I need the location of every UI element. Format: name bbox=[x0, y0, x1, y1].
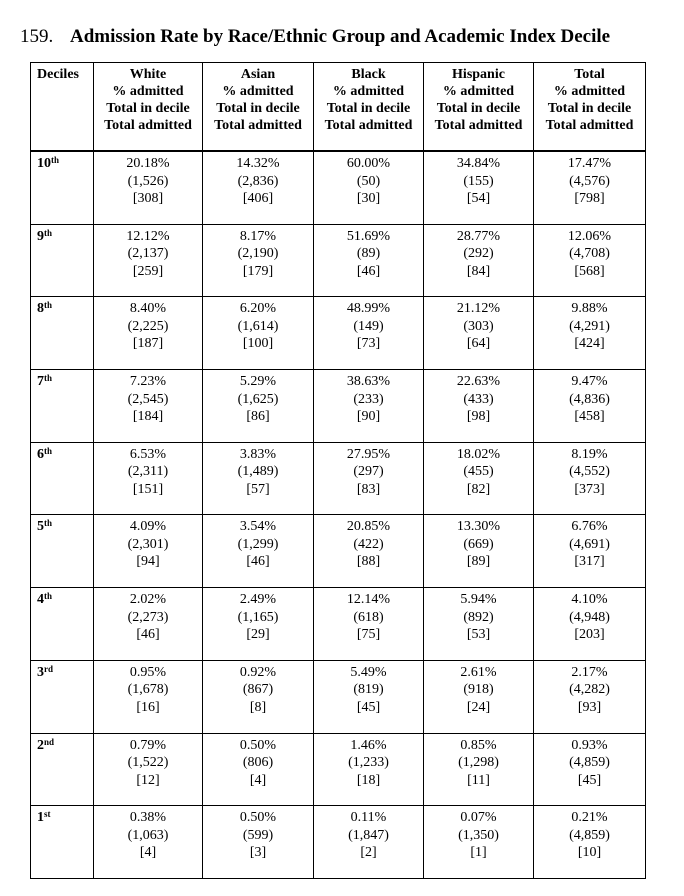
total-admitted: [24] bbox=[466, 699, 491, 715]
total-in-decile: (1,678) bbox=[127, 682, 169, 698]
percent-admitted: 3.83% bbox=[239, 446, 277, 462]
cell-hispanic bbox=[424, 224, 534, 297]
percent-admitted: 60.00% bbox=[346, 156, 391, 171]
total-admitted: [45] bbox=[577, 772, 602, 788]
percent-admitted: 2.61% bbox=[460, 664, 497, 680]
cell-white bbox=[94, 442, 203, 515]
total-in-decile: (669) bbox=[463, 536, 494, 552]
percent-admitted: 0.95% bbox=[129, 664, 167, 680]
column-header-white bbox=[94, 63, 203, 152]
total-admitted: [424] bbox=[574, 336, 605, 352]
cell-total bbox=[534, 297, 646, 370]
column-header-line: Total admitted bbox=[324, 118, 413, 133]
total-admitted: [179] bbox=[242, 263, 274, 279]
table-row bbox=[31, 297, 646, 370]
total-in-decile: (1,165) bbox=[237, 609, 279, 625]
column-header-line: % admitted bbox=[553, 84, 626, 99]
decile-number: 2 bbox=[37, 737, 44, 753]
percent-admitted: 6.20% bbox=[239, 301, 277, 317]
total-in-decile: (89) bbox=[356, 246, 381, 262]
column-header-line: Total in decile bbox=[326, 101, 411, 116]
total-admitted: [259] bbox=[132, 263, 164, 279]
column-header-line: Total in decile bbox=[216, 101, 300, 116]
total-in-decile: (4,552) bbox=[569, 464, 610, 480]
total-admitted: [8] bbox=[249, 699, 267, 715]
percent-admitted: 0.38% bbox=[129, 810, 167, 826]
total-in-decile: (1,233) bbox=[348, 755, 389, 770]
cell-asian bbox=[203, 588, 314, 661]
cell-white bbox=[94, 733, 203, 806]
total-in-decile: (2,301) bbox=[127, 536, 169, 552]
percent-admitted: 2.17% bbox=[571, 664, 608, 680]
total-admitted: [1] bbox=[470, 845, 487, 861]
percent-admitted: 48.99% bbox=[346, 301, 391, 317]
percent-admitted: 5.94% bbox=[460, 592, 497, 608]
total-admitted: [798] bbox=[574, 191, 605, 206]
admission-rate-table bbox=[30, 62, 646, 879]
decile-number: 9 bbox=[37, 228, 44, 244]
decile-suffix: th bbox=[44, 227, 53, 238]
column-header-line: Total admitted bbox=[214, 118, 302, 133]
table-row bbox=[31, 370, 646, 443]
total-in-decile: (1,614) bbox=[237, 318, 279, 334]
decile-cell bbox=[31, 442, 94, 515]
total-admitted: [4] bbox=[139, 845, 157, 861]
total-admitted: [12] bbox=[136, 772, 160, 788]
cell-hispanic bbox=[424, 733, 534, 806]
total-admitted: [3] bbox=[249, 845, 267, 861]
total-admitted: [53] bbox=[466, 627, 491, 643]
cell-asian bbox=[203, 442, 314, 515]
percent-admitted: 20.18% bbox=[126, 156, 170, 171]
total-in-decile: (1,625) bbox=[237, 391, 279, 407]
cell-black bbox=[314, 297, 424, 370]
cell-white bbox=[94, 806, 203, 879]
percent-admitted: 0.93% bbox=[571, 737, 608, 753]
cell-black bbox=[314, 733, 424, 806]
total-admitted: [29] bbox=[246, 627, 270, 643]
percent-admitted: 12.06% bbox=[567, 228, 612, 244]
cell-asian bbox=[203, 297, 314, 370]
decile-cell bbox=[31, 370, 94, 443]
column-header-line: Total admitted bbox=[545, 118, 634, 133]
decile-suffix: st bbox=[44, 809, 51, 820]
column-header-line: Total in decile bbox=[106, 101, 190, 116]
decile-cell bbox=[31, 588, 94, 661]
decile-suffix: th bbox=[44, 591, 53, 602]
cell-asian bbox=[203, 733, 314, 806]
decile-suffix: th bbox=[44, 373, 53, 384]
table-row bbox=[31, 733, 646, 806]
percent-admitted: 13.30% bbox=[456, 519, 501, 535]
decile-suffix: th bbox=[44, 445, 53, 456]
total-in-decile: (1,489) bbox=[237, 464, 279, 480]
decile-cell bbox=[31, 733, 94, 806]
cell-asian bbox=[203, 224, 314, 297]
total-in-decile: (4,282) bbox=[569, 682, 610, 698]
cell-black bbox=[314, 442, 424, 515]
total-admitted: [94] bbox=[136, 554, 160, 570]
decile-number: 6 bbox=[37, 446, 44, 462]
decile-suffix: rd bbox=[44, 663, 53, 674]
total-in-decile: (455) bbox=[463, 464, 494, 480]
item-number: 159. bbox=[20, 26, 54, 47]
percent-admitted: 0.79% bbox=[129, 737, 167, 753]
percent-admitted: 8.40% bbox=[129, 301, 167, 317]
percent-admitted: 9.47% bbox=[571, 374, 608, 390]
cell-black bbox=[314, 515, 424, 588]
decile-number: 7 bbox=[37, 374, 44, 390]
column-header-line: % admitted bbox=[442, 84, 515, 99]
cell-black bbox=[314, 588, 424, 661]
total-in-decile: (4,708) bbox=[569, 246, 610, 262]
table-row bbox=[31, 660, 646, 733]
percent-admitted: 17.47% bbox=[567, 156, 612, 171]
total-in-decile: (1,522) bbox=[127, 755, 169, 770]
percent-admitted: 6.76% bbox=[571, 519, 608, 535]
cell-white bbox=[94, 588, 203, 661]
total-admitted: [317] bbox=[574, 554, 605, 570]
cell-white bbox=[94, 660, 203, 733]
decile-number: 3 bbox=[37, 664, 44, 680]
total-admitted: [373] bbox=[574, 481, 605, 497]
table-body bbox=[31, 151, 646, 878]
total-in-decile: (2,273) bbox=[127, 609, 169, 625]
total-in-decile: (4,859) bbox=[569, 827, 610, 843]
total-in-decile: (618) bbox=[353, 609, 384, 625]
percent-admitted: 12.14% bbox=[346, 592, 391, 608]
percent-admitted: 34.84% bbox=[456, 156, 501, 171]
total-admitted: [64] bbox=[466, 336, 491, 352]
table-row bbox=[31, 151, 646, 224]
percent-admitted: 0.50% bbox=[239, 810, 277, 826]
cell-asian bbox=[203, 370, 314, 443]
total-in-decile: (4,859) bbox=[569, 755, 610, 770]
cell-total bbox=[534, 660, 646, 733]
total-admitted: [82] bbox=[466, 481, 491, 497]
column-header-line: Total bbox=[574, 67, 605, 82]
table-row bbox=[31, 442, 646, 515]
column-header-line: Total admitted bbox=[104, 118, 192, 133]
total-admitted: [75] bbox=[356, 627, 381, 643]
total-admitted: [16] bbox=[136, 699, 160, 715]
column-header-deciles bbox=[31, 63, 94, 152]
total-in-decile: (819) bbox=[353, 682, 384, 698]
cell-hispanic bbox=[424, 442, 534, 515]
percent-admitted: 2.02% bbox=[129, 592, 167, 608]
total-in-decile: (892) bbox=[463, 609, 494, 625]
total-in-decile: (1,847) bbox=[348, 827, 389, 843]
column-header-total bbox=[534, 63, 646, 152]
total-admitted: [88] bbox=[356, 554, 381, 570]
decile-suffix: th bbox=[44, 518, 53, 529]
table-row bbox=[31, 515, 646, 588]
total-admitted: [308] bbox=[132, 191, 164, 206]
percent-admitted: 8.17% bbox=[239, 228, 277, 244]
total-admitted: [86] bbox=[246, 409, 270, 425]
cell-total bbox=[534, 224, 646, 297]
table-row bbox=[31, 224, 646, 297]
total-in-decile: (4,836) bbox=[569, 391, 610, 407]
percent-admitted: 5.49% bbox=[350, 664, 387, 680]
table-row bbox=[31, 806, 646, 879]
total-admitted: [46] bbox=[246, 554, 270, 570]
column-header-asian bbox=[203, 63, 314, 152]
cell-black bbox=[314, 224, 424, 297]
percent-admitted: 4.09% bbox=[129, 519, 167, 535]
percent-admitted: 22.63% bbox=[456, 374, 501, 390]
table-row bbox=[31, 588, 646, 661]
total-admitted: [90] bbox=[356, 409, 381, 425]
column-header-line: Total admitted bbox=[434, 118, 523, 133]
decile-cell bbox=[31, 224, 94, 297]
column-header-line: Asian bbox=[240, 67, 276, 82]
cell-black bbox=[314, 151, 424, 224]
column-header-line: Black bbox=[351, 67, 386, 82]
total-admitted: [98] bbox=[466, 409, 491, 425]
decile-suffix: th bbox=[44, 300, 53, 311]
total-in-decile: (233) bbox=[353, 391, 384, 407]
column-header-line: Total in decile bbox=[547, 101, 632, 116]
cell-total bbox=[534, 151, 646, 224]
percent-admitted: 7.23% bbox=[129, 374, 167, 390]
percent-admitted: 0.11% bbox=[350, 810, 387, 826]
cell-total bbox=[534, 442, 646, 515]
column-header-line: % admitted bbox=[222, 84, 294, 99]
total-admitted: [10] bbox=[577, 845, 602, 861]
cell-hispanic bbox=[424, 515, 534, 588]
cell-white bbox=[94, 297, 203, 370]
cell-total bbox=[534, 588, 646, 661]
column-header-line: White bbox=[129, 67, 167, 82]
total-in-decile: (2,137) bbox=[127, 246, 169, 262]
percent-admitted: 8.19% bbox=[571, 446, 608, 462]
total-admitted: [57] bbox=[246, 481, 270, 497]
decile-number: 8 bbox=[37, 301, 44, 317]
total-in-decile: (4,948) bbox=[569, 609, 610, 625]
total-in-decile: (4,576) bbox=[569, 173, 610, 189]
percent-admitted: 3.54% bbox=[239, 519, 277, 535]
cell-total bbox=[534, 733, 646, 806]
cell-black bbox=[314, 660, 424, 733]
cell-asian bbox=[203, 660, 314, 733]
percent-admitted: 0.21% bbox=[571, 810, 608, 826]
total-in-decile: (806) bbox=[242, 755, 274, 770]
cell-hispanic bbox=[424, 806, 534, 879]
total-admitted: [18] bbox=[356, 772, 381, 788]
cell-black bbox=[314, 370, 424, 443]
total-admitted: [184] bbox=[132, 409, 164, 425]
decile-number: 4 bbox=[37, 592, 44, 608]
total-admitted: [458] bbox=[574, 409, 605, 425]
cell-white bbox=[94, 151, 203, 224]
column-header-hispanic bbox=[424, 63, 534, 152]
total-admitted: [30] bbox=[356, 191, 381, 206]
cell-hispanic bbox=[424, 297, 534, 370]
total-in-decile: (1,298) bbox=[458, 755, 499, 770]
total-admitted: [89] bbox=[466, 554, 491, 570]
total-in-decile: (1,063) bbox=[127, 827, 169, 843]
percent-admitted: 28.77% bbox=[456, 228, 501, 244]
column-header-line: Deciles bbox=[37, 67, 79, 82]
total-in-decile: (1,350) bbox=[458, 827, 499, 843]
column-header-line: Hispanic bbox=[452, 67, 505, 82]
total-admitted: [45] bbox=[356, 699, 381, 715]
cell-asian bbox=[203, 151, 314, 224]
total-admitted: [2] bbox=[360, 845, 377, 861]
decile-cell bbox=[31, 515, 94, 588]
cell-white bbox=[94, 515, 203, 588]
total-admitted: [54] bbox=[466, 191, 491, 206]
percent-admitted: 20.85% bbox=[346, 519, 391, 535]
total-admitted: [568] bbox=[574, 263, 605, 279]
percent-admitted: 27.95% bbox=[346, 446, 391, 462]
percent-admitted: 9.88% bbox=[571, 301, 608, 317]
total-in-decile: (297) bbox=[353, 464, 384, 480]
cell-hispanic bbox=[424, 660, 534, 733]
percent-admitted: 0.50% bbox=[239, 737, 277, 753]
total-in-decile: (867) bbox=[242, 682, 274, 698]
decile-suffix: nd bbox=[44, 736, 55, 747]
total-in-decile: (422) bbox=[353, 536, 384, 552]
total-in-decile: (149) bbox=[353, 318, 384, 334]
cell-asian bbox=[203, 515, 314, 588]
total-in-decile: (2,836) bbox=[237, 173, 279, 189]
total-admitted: [406] bbox=[242, 191, 274, 206]
total-in-decile: (50) bbox=[356, 173, 381, 189]
decile-number: 10 bbox=[37, 156, 51, 171]
percent-admitted: 18.02% bbox=[456, 446, 501, 462]
cell-black bbox=[314, 806, 424, 879]
cell-hispanic bbox=[424, 370, 534, 443]
table-header-row bbox=[31, 63, 646, 152]
decile-cell bbox=[31, 151, 94, 224]
percent-admitted: 14.32% bbox=[236, 156, 280, 171]
total-admitted: [203] bbox=[574, 627, 605, 643]
total-in-decile: (4,691) bbox=[569, 536, 610, 552]
total-admitted: [73] bbox=[356, 336, 381, 352]
total-in-decile: (2,225) bbox=[127, 318, 169, 334]
total-in-decile: (292) bbox=[463, 246, 494, 262]
percent-admitted: 4.10% bbox=[571, 592, 608, 608]
total-in-decile: (918) bbox=[463, 682, 494, 698]
total-admitted: [83] bbox=[356, 481, 381, 497]
total-admitted: [46] bbox=[356, 263, 381, 279]
percent-admitted: 1.46% bbox=[350, 737, 387, 753]
decile-number: 1 bbox=[37, 810, 44, 826]
percent-admitted: 5.29% bbox=[239, 374, 277, 390]
decile-number: 5 bbox=[37, 519, 44, 535]
total-in-decile: (4,291) bbox=[569, 318, 610, 334]
total-admitted: [187] bbox=[132, 336, 164, 352]
cell-total bbox=[534, 806, 646, 879]
total-in-decile: (303) bbox=[463, 318, 494, 334]
total-in-decile: (2,190) bbox=[237, 246, 279, 262]
table-title: Admission Rate by Race/Ethnic Group and Academic Index Decile bbox=[70, 26, 611, 47]
cell-white bbox=[94, 224, 203, 297]
cell-asian bbox=[203, 806, 314, 879]
total-admitted: [4] bbox=[249, 772, 267, 788]
total-in-decile: (1,299) bbox=[237, 536, 279, 552]
total-in-decile: (2,545) bbox=[127, 391, 169, 407]
cell-hispanic bbox=[424, 151, 534, 224]
percent-admitted: 6.53% bbox=[129, 446, 167, 462]
cell-hispanic bbox=[424, 588, 534, 661]
column-header-line: % admitted bbox=[332, 84, 405, 99]
percent-admitted: 12.12% bbox=[126, 228, 170, 244]
total-in-decile: (599) bbox=[242, 827, 274, 843]
total-in-decile: (2,311) bbox=[127, 464, 169, 480]
column-header-line: Total in decile bbox=[436, 101, 521, 116]
percent-admitted: 0.85% bbox=[460, 737, 497, 753]
decile-cell bbox=[31, 660, 94, 733]
total-admitted: [84] bbox=[466, 263, 491, 279]
total-admitted: [46] bbox=[136, 627, 160, 643]
percent-admitted: 21.12% bbox=[456, 301, 501, 317]
cell-total bbox=[534, 370, 646, 443]
cell-total bbox=[534, 515, 646, 588]
percent-admitted: 0.92% bbox=[239, 664, 277, 680]
decile-suffix: th bbox=[51, 155, 60, 165]
percent-admitted: 2.49% bbox=[239, 592, 277, 608]
decile-cell bbox=[31, 806, 94, 879]
percent-admitted: 51.69% bbox=[346, 228, 391, 244]
total-in-decile: (1,526) bbox=[127, 173, 169, 189]
percent-admitted: 38.63% bbox=[346, 374, 391, 390]
total-in-decile: (155) bbox=[463, 173, 494, 189]
column-header-black bbox=[314, 63, 424, 152]
document-heading bbox=[20, 26, 610, 48]
percent-admitted: 0.07% bbox=[460, 810, 497, 826]
total-admitted: [151] bbox=[132, 481, 164, 497]
decile-cell bbox=[31, 297, 94, 370]
total-admitted: [100] bbox=[242, 336, 274, 352]
total-admitted: [11] bbox=[467, 772, 490, 788]
total-admitted: [93] bbox=[577, 699, 602, 715]
column-header-line: % admitted bbox=[112, 84, 184, 99]
total-in-decile: (433) bbox=[463, 391, 494, 407]
cell-white bbox=[94, 370, 203, 443]
